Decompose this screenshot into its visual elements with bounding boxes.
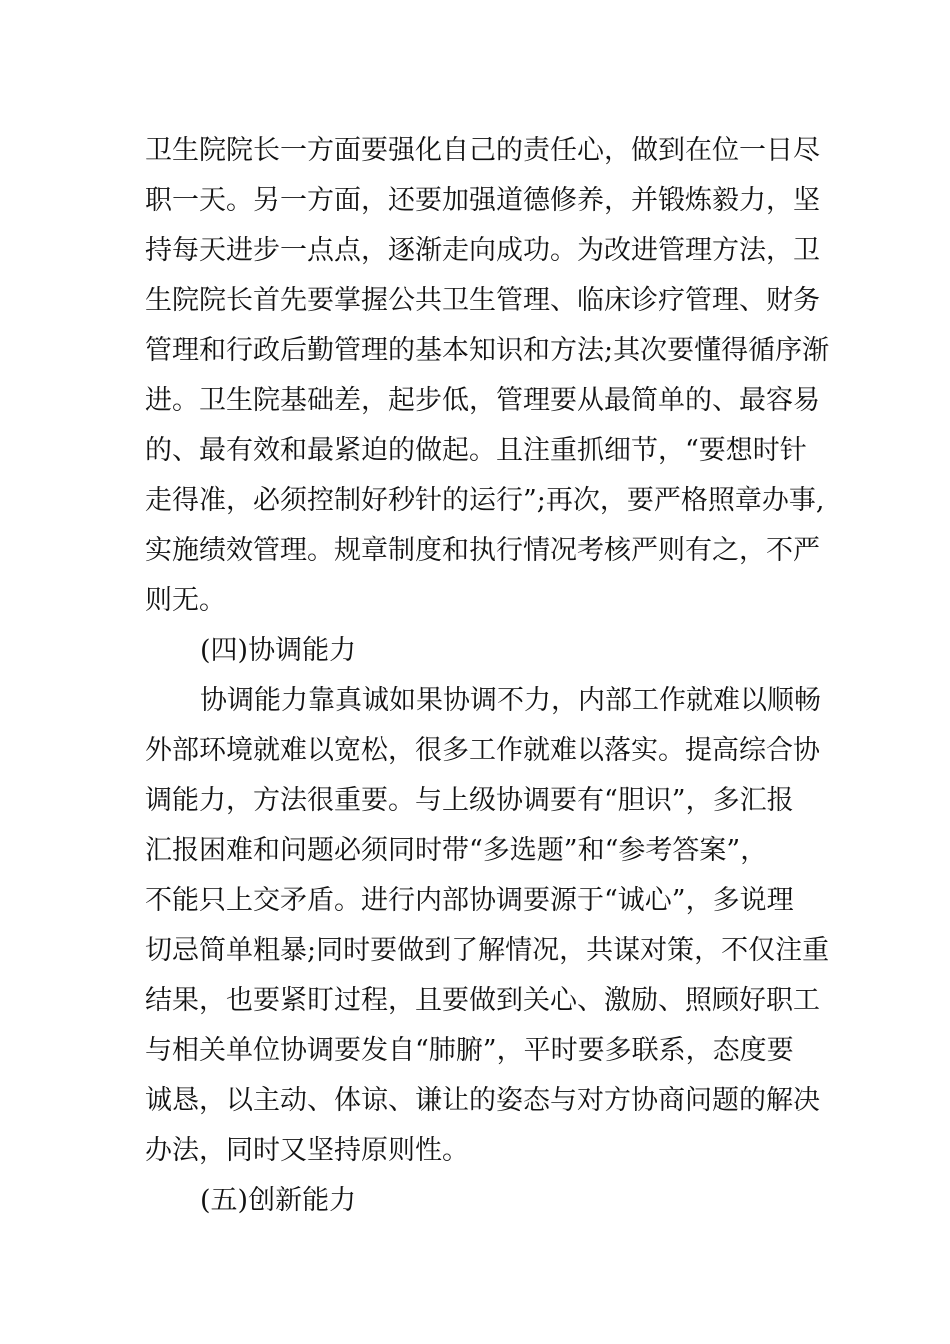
paragraph-line: 办法，同时又坚持原则性。 [145, 1135, 469, 1166]
section-heading: (四)协调能力 [200, 635, 357, 666]
paragraph-line: 的、最有效和最紧迫的做起。且注重抓细节，“要想时针 [145, 435, 807, 466]
paragraph-line: 切忌简单粗暴;同时要做到了解情况，共谋对策，不仅注重 [145, 935, 830, 966]
paragraph-line: 结果，也要紧盯过程，且要做到关心、激励、照顾好职工 [145, 985, 820, 1016]
paragraph-line: 进。卫生院基础差，起步低，管理要从最简单的、最容易 [145, 385, 820, 416]
paragraph-line: 生院院长首先要掌握公共卫生管理、临床诊疗管理、财务 [145, 285, 820, 316]
paragraph-line: 不能只上交矛盾。进行内部协调要源于“诚心”，多说理 [145, 885, 794, 916]
paragraph-line: 调能力，方法很重要。与上级协调要有“胆识”，多汇报 [145, 785, 794, 816]
paragraph-line: 实施绩效管理。规章制度和执行情况考核严则有之，不严 [145, 535, 820, 566]
paragraph-line: 汇报困难和问题必须同时带“多选题”和“参考答案”， [145, 835, 768, 866]
paragraph-line: 职一天。另一方面，还要加强道德修养，并锻炼毅力，坚 [145, 185, 820, 216]
paragraph-line: 与相关单位协调要发自“肺腑”，平时要多联系，态度要 [145, 1035, 794, 1066]
paragraph-line: 卫生院院长一方面要强化自己的责任心，做到在位一日尽 [145, 135, 820, 166]
paragraph-line: 则无。 [145, 585, 226, 616]
paragraph-line: 持每天进步一点点，逐渐走向成功。为改进管理方法，卫 [145, 235, 820, 266]
paragraph-line: 协调能力靠真诚如果协调不力，内部工作就难以顺畅 [200, 685, 821, 716]
paragraph-line: 诚恳，以主动、体谅、谦让的姿态与对方协商问题的解决 [145, 1085, 820, 1116]
paragraph-line: 走得准，必须控制好秒针的运行”;再次，要严格照章办事, [145, 485, 825, 516]
paragraph-line: 外部环境就难以宽松，很多工作就难以落实。提高综合协 [145, 735, 820, 766]
paragraph-line: 管理和行政后勤管理的基本知识和方法;其次要懂得循序渐 [145, 335, 830, 366]
section-heading: (五)创新能力 [200, 1185, 357, 1216]
